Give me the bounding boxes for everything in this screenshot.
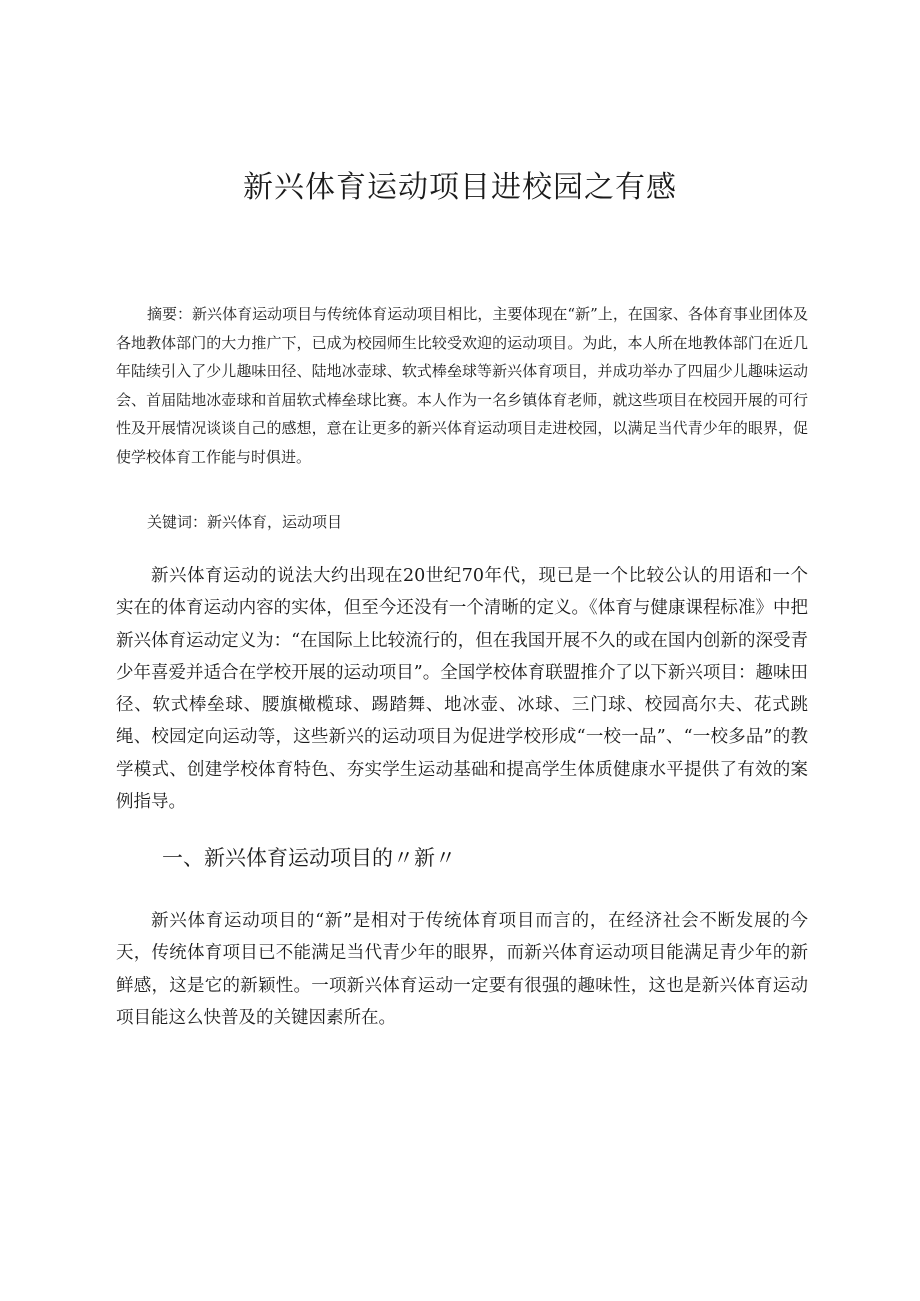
abstract-paragraph: 摘要：新兴体育运动项目与传统体育运动项目相比，主要体现在“新”上，在国家、各体育事业团体及各地教体部门的大力推广下，已成为校园师生比较受欢迎的运动项目。为此，本人所在地教体部门在近几年陆续引入了少儿趣味田径、陆地冰壶球、软式棒垒球等新兴体育项目，并成功举办了四届少儿趣味运动会、首届陆地冰壶球和首届软式棒垒球比赛。本人作为一名乡镇体育老师，就这些项目在校园开展的可行性及开展情况谈谈自己的感想，意在让更多的新兴体育运动项目走进校园，以满足当代青少年的眼界，促使学校体育工作能与时俱进。: [116, 305, 808, 466]
section-heading: 一、新兴体育运动项目的〃新〃: [162, 846, 456, 870]
intro-paragraph: 新兴体育运动的说法大约出现在20世纪70年代，现已是一个比较公认的用语和一个实在的体育运动内容的实体，但至今还没有一个清晰的定义。《体育与健康课程标准》中把新兴体育运动定义为：“在国际上比较流行的，但在我国开展不久的或在国内创新的深受青少年喜爱并适合在学校开展的运动项目”。全国学校体育联盟推介了以下新兴项目：趣味田径、软式棒垒球、腰旗橄榄球、踢踏舞、地冰壶、冰球、三门球、校园高尔夫、花式跳绳、校园定向运动等，这些新兴的运动项目为促进学校形成“一校一品”、“一校多品”的教学模式、创建学校体育特色、夯实学生运动基础和提高学生体质健康水平提供了有效的案例指导。: [116, 566, 808, 813]
section-paragraph: 新兴体育运动项目的“新”是相对于传统体育项目而言的，在经济社会不断发展的今天，传统体育项目已不能满足当代青少年的眼界，而新兴体育运动项目能满足青少年的新鲜感，这是它的新颖性。一项新兴体育运动一定要有很强的趣味性，这也是新兴体育运动项目能这么快普及的关键因素所在。: [116, 911, 808, 1028]
keywords-line: 关键词：新兴体育，运动项目: [147, 513, 343, 531]
document-title: 新兴体育运动项目进校园之有感: [243, 170, 677, 205]
